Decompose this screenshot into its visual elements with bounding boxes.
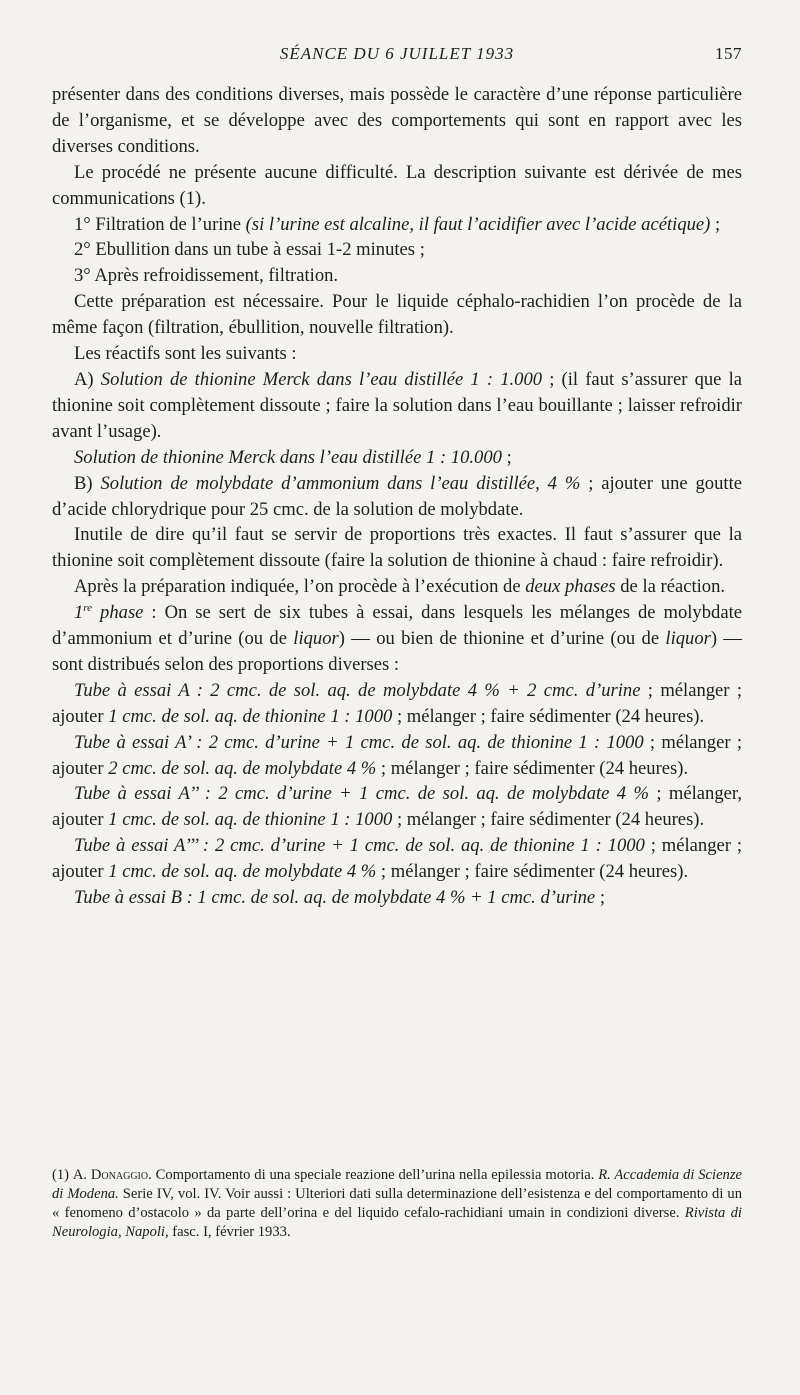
emphasis: Tube à essai A’’ : 2 cmc. d’urine + 1 cmc. de sol. aq. de molybdate 4 % [74, 783, 649, 805]
footnotes [52, 1166, 742, 1242]
text: ) — sont distribués selon des proportions diverses : [52, 628, 742, 675]
paragraph: présenter dans des conditions diverses, mais possède le caractère d’une réponse particulière de l’organisme, et se développe avec des comportements qui sont en rapport avec les diverses conditions. [52, 84, 742, 157]
ordinal-suffix: re [83, 601, 93, 614]
emphasis: Tube à essai A’’’ : 2 cmc. d’urine + 1 cmc. de sol. aq. de thionine 1 : 1000 [74, 835, 645, 857]
text: ; mélanger ; faire sédimenter (24 heures). [376, 861, 689, 883]
page-number: 157 [715, 44, 742, 63]
body-text [52, 82, 742, 911]
footnote-marker: (1) [52, 1167, 73, 1183]
emphasis: deux phases [525, 576, 616, 598]
paragraph: Inutile de dire qu’il faut se servir de proportions très exactes. Il faut s’assurer que la thionine soit complètement dissoute (faire la solution de thionine à chaud : faire refroidir). [52, 524, 742, 572]
phase-label: phase [92, 602, 144, 624]
text: ) — ou bien de thionine et d’urine (ou de [338, 628, 666, 650]
text: ; mélanger, ajouter [52, 783, 743, 831]
text: ; mélanger ; faire sédimenter (24 heures). [392, 809, 705, 831]
tube-b [52, 885, 742, 911]
emphasis: 1 cmc. de sol. aq. de thionine 1 : 1000 [108, 809, 393, 831]
text: : On se sert de six tubes à essai, dans lesquels les mélanges de molybdate d’ammonium et d’urine (ou de [52, 602, 742, 650]
text: B) [74, 472, 101, 494]
running-title: SÉANCE DU 6 JUILLET 1933 [279, 44, 515, 63]
text: de la réaction. [615, 576, 726, 598]
emphasis: 2 cmc. de sol. aq. de molybdate 4 % [108, 757, 377, 779]
ordinal: 1 [74, 602, 84, 624]
paragraph: Les réactifs sont les suivants : [74, 343, 297, 365]
text: A) [74, 368, 101, 390]
paragraph-step-1 [52, 212, 742, 238]
emphasis: 1 cmc. de sol. aq. de thionine 1 : 1000 [108, 705, 393, 727]
reagent-a-dilute [52, 445, 742, 471]
tube-a-prime [52, 730, 742, 782]
emphasis: Tube à essai A’ : 2 cmc. d’urine + 1 cmc. de sol. aq. de thionine 1 : 1000 [74, 731, 644, 753]
text: ; mélanger ; ajouter [52, 679, 743, 727]
running-header [52, 44, 742, 72]
emphasis: Solution de thionine Merck dans l’eau distillée 1 : 10.000 [74, 446, 502, 468]
paragraph-step-3: 3° Après refroidissement, filtration. [74, 265, 339, 287]
text: Après la préparation indiquée, l’on procède à l’exécution de [74, 576, 526, 598]
emphasis: Tube à essai A : 2 cmc. de sol. aq. de molybdate 4 % + 2 cmc. d’urine [74, 679, 641, 701]
text: ; mélanger ; ajouter [52, 835, 743, 883]
text: 1° Filtration de l’urine [74, 213, 246, 235]
emphasis: liquor [293, 628, 339, 650]
emphasis: liquor [665, 628, 711, 650]
tube-a-double-prime [52, 781, 742, 833]
reagent-a [52, 367, 742, 445]
emphasis [74, 602, 143, 623]
text: ; [501, 446, 512, 468]
tube-a [52, 678, 742, 730]
emphasis: (si l’urine est alcaline, il faut l’acidifier avec l’acide acétique) [245, 213, 711, 235]
text: Serie IV, vol. IV. Voir aussi : Ulteriori dati sulla determinazione dell’esistenza e del comportamento di un « fenomeno d’ostacolo » da parte dell’orina e del liquido cefalo-rachidiani umain in condizioni diverse. [52, 1186, 742, 1221]
text: ; mélanger ; faire sédimenter (24 heures). [392, 705, 705, 727]
paragraph [52, 574, 742, 600]
tube-a-triple-prime [52, 833, 742, 885]
text: ; [710, 213, 721, 235]
text: ; mélanger ; ajouter [52, 731, 742, 779]
text: ; mélanger ; faire sédimenter (24 heures). [376, 757, 689, 779]
paragraph: Le procédé ne présente aucune difficulté. La description suivante est dérivée de mes communications (1). [52, 161, 742, 209]
emphasis: Solution de thionine Merck dans l’eau distillée 1 : 1.000 [100, 368, 543, 390]
text: ; (il faut s’assurer que la thionine soit complètement dissoute ; faire la solution dans l’eau bouillante ; laisser refroidir avant l’usage). [52, 368, 742, 442]
journal-title: Rivista di Neurologia, Napoli, [52, 1205, 742, 1240]
footnote-author: A. Donaggio. [72, 1167, 152, 1183]
text: fasc. I, février 1933. [168, 1224, 291, 1240]
paragraph-step-2: 2° Ebullition dans un tube à essai 1-2 minutes ; [74, 239, 425, 261]
journal-title: R. Accademia di Scienze di Modena. [52, 1167, 743, 1202]
text: Comportamento di una speciale reazione dell’urina nella epilessia motoria. [151, 1167, 599, 1183]
emphasis: 1 cmc. de sol. aq. de molybdate 4 % [108, 861, 377, 883]
text: ; ajouter une goutte d’acide chlorydrique pour 25 cmc. de la solution de molybdate. [52, 472, 742, 520]
reagent-b [52, 471, 742, 523]
phase-1 [52, 600, 742, 678]
emphasis: Solution de molybdate d’ammonium dans l’eau distillée, 4 % [100, 472, 581, 494]
emphasis: Tube à essai B : 1 cmc. de sol. aq. de molybdate 4 % + 1 cmc. d’urine [74, 887, 596, 909]
paragraph: Cette préparation est nécessaire. Pour le liquide céphalo-rachidien l’on procède de la même façon (filtration, ébullition, nouvelle filtration). [52, 291, 742, 339]
text: ; [595, 887, 606, 909]
footnote-1 [52, 1166, 742, 1242]
